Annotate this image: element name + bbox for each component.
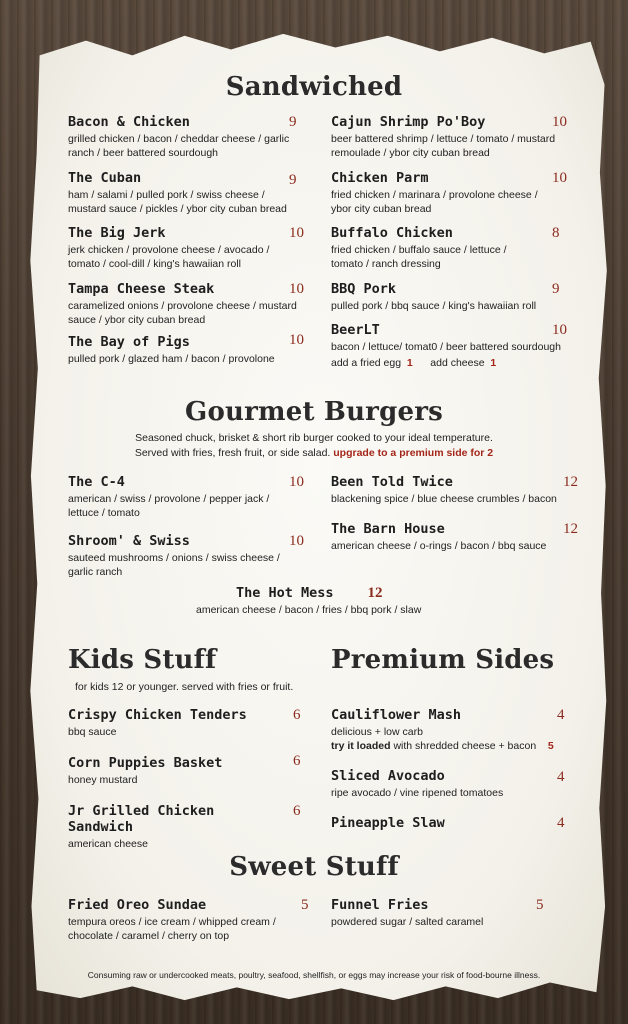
- item-desc: american cheese / o-rings / bacon / bbq sauce: [331, 540, 547, 552]
- item-name: The Cuban: [68, 170, 142, 186]
- item-price: 8: [552, 225, 560, 241]
- item-price: 4: [557, 707, 565, 723]
- item-price: 10: [289, 533, 304, 549]
- item-desc: bbq sauce: [68, 726, 117, 738]
- item-name: The Barn House: [331, 521, 445, 537]
- item-name: Been Told Twice: [331, 474, 453, 490]
- item-name: The Bay of Pigs: [68, 334, 190, 350]
- item-desc: caramelized onions / provolone cheese / mustard sauce / ybor city cuban bread: [68, 300, 297, 326]
- item-desc: ripe avocado / vine ripened tomatoes: [331, 787, 504, 799]
- item-price: 12: [563, 521, 578, 537]
- item-price: 6: [293, 753, 301, 769]
- menu-item: [68, 707, 308, 739]
- item-name-line-2: Sandwich: [68, 819, 134, 835]
- item-desc: bacon / lettuce/ tomat0 / beer battered sourdough: [331, 341, 561, 353]
- item-name: Bacon & Chicken: [68, 114, 190, 130]
- item-price: 9: [289, 172, 297, 188]
- item-price: 5: [301, 897, 309, 913]
- item-desc: american cheese / bacon / fries / bbq pork / slaw: [196, 604, 422, 616]
- item-desc: pulled pork / bbq sauce / king's hawaiian roll: [331, 300, 537, 312]
- item-name: Jr Grilled Chicken: [68, 803, 215, 819]
- item-price: 5: [536, 897, 544, 913]
- menu-item: [68, 755, 308, 787]
- kids-heading: Kids Stuff: [68, 645, 217, 675]
- menu-item: [68, 803, 308, 851]
- item-name: The Big Jerk: [68, 225, 166, 241]
- kids-intro: for kids 12 or younger. served with fries or fruit.: [75, 681, 294, 693]
- item-desc: powdered sugar / salted caramel: [331, 916, 484, 928]
- item-desc: sauteed mushrooms / onions / swiss cheese / garlic ranch: [68, 552, 280, 578]
- item-desc: tempura oreos / ice cream / whipped cream / chocolate / caramel / cherry on top: [68, 916, 276, 942]
- item-name: Crispy Chicken Tenders: [68, 707, 247, 723]
- menu-item: [331, 707, 591, 753]
- item-price: 10: [289, 225, 304, 241]
- item-desc: honey mustard: [68, 774, 138, 786]
- menu-item: [68, 334, 308, 366]
- menu-item: [68, 281, 313, 327]
- item-price: 12: [367, 585, 383, 601]
- item-price: 4: [557, 815, 565, 831]
- item-name: Buffalo Chicken: [331, 225, 453, 241]
- item-name: Sliced Avocado: [331, 768, 445, 784]
- item-desc: jerk chicken / provolone cheese / avocado / tomato / cool-dill / king's hawaiian roll: [68, 244, 270, 270]
- item-name: Pineapple Slaw: [331, 815, 445, 831]
- item-price: 10: [289, 332, 304, 348]
- food-safety-disclaimer: Consuming raw or undercooked meats, poultry, seafood, shellfish, or eggs may increase your risk of food-bourne illness.: [87, 970, 541, 980]
- sandwiched-heading: Sandwiched: [225, 72, 403, 102]
- menu-item: [331, 474, 591, 506]
- sides-heading: Premium Sides: [331, 645, 555, 675]
- menu-item: [331, 768, 591, 800]
- item-desc: pulled pork / glazed ham / bacon / provolone: [68, 353, 275, 365]
- burgers-intro: Seasoned chuck, brisket & short rib burger cooked to your ideal temperature.: [135, 432, 493, 444]
- menu-item: [196, 585, 456, 617]
- item-name: Cajun Shrimp Po'Boy: [331, 114, 486, 130]
- item-price: 10: [552, 170, 567, 186]
- item-name: Cauliflower Mash: [331, 707, 462, 723]
- addons-line: add a fried egg 1 add cheese 1: [331, 357, 497, 369]
- item-price: 10: [552, 114, 567, 130]
- item-name: Fried Oreo Sundae: [68, 897, 207, 913]
- menu-item: [331, 897, 571, 929]
- menu-item: [68, 225, 308, 271]
- item-price: 12: [563, 474, 578, 490]
- menu-item: [68, 533, 308, 579]
- item-price: 10: [552, 322, 567, 338]
- item-name: Tampa Cheese Steak: [68, 281, 215, 297]
- item-desc: grilled chicken / bacon / cheddar cheese / garlic ranch / beer battered sourdough: [68, 133, 290, 159]
- menu-item: [68, 170, 308, 216]
- burgers-intro-2: Served with fries, fresh fruit, or side salad. upgrade to a premium side for 2: [134, 447, 494, 459]
- menu-item: [331, 815, 591, 831]
- item-name: The Hot Mess 12: [236, 585, 383, 601]
- menu-item: [68, 474, 308, 520]
- item-price: 6: [293, 803, 301, 819]
- menu-item: [331, 521, 591, 553]
- menu-item: [68, 897, 308, 943]
- item-desc: american cheese: [68, 838, 148, 850]
- item-desc: fried chicken / marinara / provolone cheese / ybor city cuban bread: [331, 189, 538, 215]
- burgers-heading: Gourmet Burgers: [185, 397, 443, 427]
- item-desc: blackening spice / blue cheese crumbles / bacon: [331, 493, 557, 505]
- item-price: 9: [552, 281, 560, 297]
- item-desc: ham / salami / pulled pork / swiss cheese / mustard sauce / pickles / ybor city cuban bread: [68, 189, 287, 215]
- item-name: BeerLT: [331, 322, 380, 338]
- item-price: 9: [289, 114, 297, 130]
- item-desc: delicious + low carb: [331, 726, 423, 738]
- item-price: 10: [289, 281, 304, 297]
- loaded-option: try it loaded with shredded cheese + bacon 5: [331, 740, 554, 752]
- item-name: Chicken Parm: [331, 170, 429, 186]
- item-name: Shroom' & Swiss: [68, 533, 190, 549]
- item-price: 4: [557, 769, 565, 785]
- sweet-heading: Sweet Stuff: [229, 852, 399, 882]
- item-desc: beer battered shrimp / lettuce / tomato / mustard remoulade / ybor city cuban bread: [331, 133, 556, 159]
- item-name: Corn Puppies Basket: [68, 755, 223, 771]
- item-name: Funnel Fries: [331, 897, 429, 913]
- item-name: BBQ Pork: [331, 281, 397, 297]
- item-desc: american / swiss / provolone / pepper jack / lettuce / tomato: [68, 493, 270, 519]
- item-name: The C-4: [68, 474, 125, 490]
- item-price: 6: [293, 707, 301, 723]
- menu-item: [68, 114, 308, 160]
- item-desc: fried chicken / buffalo sauce / lettuce / tomato / ranch dressing: [331, 244, 507, 270]
- item-price: 10: [289, 474, 304, 490]
